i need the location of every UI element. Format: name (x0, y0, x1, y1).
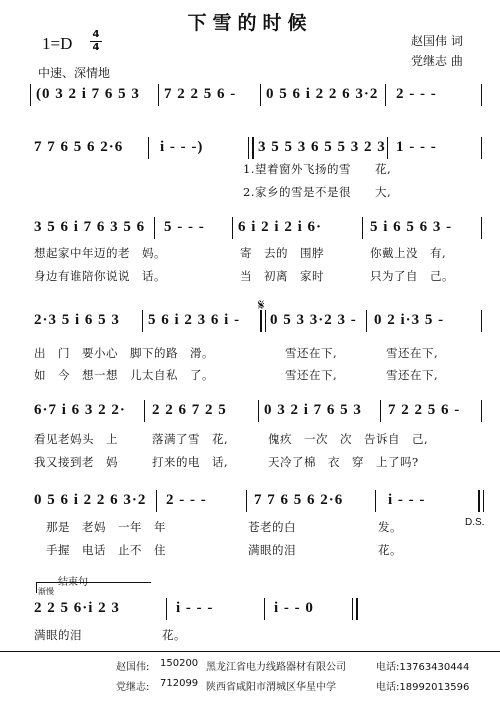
repeat-barline (478, 490, 484, 512)
measure: 0 5 3 3·2 3 - (270, 312, 357, 328)
measure: i - - - (176, 600, 214, 616)
lyric-coda: 花。 (162, 628, 186, 642)
repeat-barline (260, 310, 266, 332)
contact-name: 赵国伟: (116, 662, 150, 673)
time-signature-top: 4 (92, 29, 100, 40)
staff-3 (30, 217, 482, 243)
barline (366, 310, 367, 332)
measure: 0 5 6 i 2 2 6 3·2 (266, 86, 379, 102)
segno-sign: 𝄋 (258, 296, 265, 314)
staff-7 (30, 598, 482, 624)
measure: 0 2 i·3 5 - (374, 312, 445, 328)
measure: 3 5 6 i 7 6 3 5 6 (34, 219, 146, 235)
lyric-verse-2: 只为了自 己。 (370, 269, 454, 283)
barline (154, 217, 155, 239)
measure: 5 6 i 2 3 6 i - (148, 312, 241, 328)
lyric-verse-2: 打来的电 话, (152, 455, 229, 469)
measure: 2 - - - (396, 86, 437, 102)
measure: 2 - - - (166, 492, 207, 508)
measure: 0 5 6 i 2 2 6 3·2 (34, 492, 147, 508)
lyric-verse-2: 2.家乡的雪是不是很 大, (243, 185, 392, 199)
lyric-verse-1: 看见老妈头 上 (34, 432, 118, 446)
measure: i - - -) (160, 139, 204, 155)
time-signature (90, 30, 102, 53)
lyric-verse-2: 满眼的泪 (248, 543, 296, 557)
double-barline (248, 137, 254, 159)
measure: 6 i 2 i 2 i 6· (238, 219, 323, 235)
lyric-verse-1: 1.望着窗外飞扬的雪 花, (243, 162, 392, 176)
staff-1 (30, 84, 482, 110)
contact-phone: 电话:18992013596 (376, 682, 470, 693)
barline (260, 84, 261, 106)
contact-zip: 712099 (160, 678, 199, 689)
coda-label: 结束句 (58, 577, 88, 588)
lyric-verse-2: 我又接到老 妈 (34, 455, 118, 469)
barline (158, 84, 159, 106)
lyric-verse-1: 想起家中年迈的老 妈。 (34, 246, 166, 260)
barline (232, 217, 233, 239)
measure: 0 3 2 i 7 6 5 3 (264, 402, 362, 418)
lyric-verse-2: 花。 (378, 543, 402, 557)
barline (144, 400, 145, 422)
barline (385, 84, 386, 106)
barline (142, 310, 143, 332)
contact-org: 黑龙江省电力线路器材有限公司 (206, 662, 346, 673)
lyric-verse-2: 手握 电话 止不 住 (46, 543, 166, 557)
tempo-marking: 中速、深情地 (38, 66, 111, 80)
lyric-verse-2: 当 初离 家时 (240, 269, 324, 283)
measure: (0 3 2 i 7 6 5 3 (36, 86, 140, 102)
lyric-verse-1: 出 门 要小心 脚下的路 滑。 (34, 346, 214, 360)
contact-name: 党继志: (116, 682, 150, 693)
barline (148, 137, 149, 159)
lyric-verse-2: 天冷了棉 衣 穿 上了吗? (268, 455, 419, 469)
ritardando-label: 渐慢 (38, 587, 54, 596)
measure: 2 2 5 6·i 2 3 (34, 600, 120, 616)
page-title: 下雪的时候 (187, 12, 313, 34)
barline (387, 137, 388, 159)
key-signature: 1=D (42, 34, 73, 53)
measure: 5 i 6 5 6 3 - (370, 219, 453, 235)
barline (375, 490, 376, 512)
lyric-verse-2: 身边有谁陪你说说 话。 (34, 269, 166, 283)
lyricist-credit: 赵国伟 词 (411, 34, 463, 48)
lyric-verse-1: 雪还在下, (386, 346, 439, 360)
measure: 1 - - - (396, 139, 437, 155)
staff-4 (30, 310, 482, 336)
staff-2 (30, 137, 482, 163)
barline (481, 310, 482, 332)
measure: 7 2 2 5 6 - (388, 402, 461, 418)
measure: 7 7 6 5 6 2·6 (34, 139, 124, 155)
barline (380, 400, 381, 422)
lyric-verse-2: 雪还在下, (386, 368, 439, 382)
barline (30, 84, 31, 106)
dal-segno-marking: D.S. (465, 517, 485, 528)
lyric-verse-1: 那是 老妈 一年 年 (46, 520, 166, 534)
contact-zip: 150200 (160, 658, 199, 669)
barline (362, 217, 363, 239)
barline (264, 598, 265, 620)
measure: 7 2 2 5 6 - (164, 86, 237, 102)
footer-divider (0, 651, 500, 652)
barline (481, 217, 482, 239)
measure: 3 5 5 3 6 5 5 3 2 3 (258, 139, 386, 155)
lyric-verse-1: 寄 去的 围脖 (240, 246, 324, 260)
time-signature-bottom: 4 (92, 42, 100, 53)
barline (481, 84, 482, 106)
lyric-verse-2: 雪还在下, (285, 368, 338, 382)
lyric-coda: 满眼的泪 (34, 628, 82, 642)
lyric-verse-2: 如 今 想一想 儿太自私 了。 (34, 368, 214, 382)
staff-6 (30, 490, 482, 516)
barline (481, 137, 482, 159)
measure: 5 - - - (164, 219, 205, 235)
final-barline (352, 598, 358, 620)
measure: 2 2 6 7 2 5 (152, 402, 227, 418)
measure: i - - 0 (274, 600, 314, 616)
measure: i - - - (388, 492, 426, 508)
lyric-verse-1: 发。 (378, 520, 402, 534)
measure: 6·7 i 6 3 2 2· (34, 402, 126, 418)
barline (481, 400, 482, 422)
lyric-verse-1: 傀疚 一次 次 告诉自 己, (268, 432, 429, 446)
barline (166, 598, 167, 620)
staff-5 (30, 400, 482, 426)
measure: 7 7 6 5 6 2·6 (254, 492, 344, 508)
composer-credit: 党继志 曲 (411, 54, 463, 68)
contact-org: 陕西省咸阳市渭城区华星中学 (206, 682, 336, 693)
lyric-verse-1: 雪还在下, (285, 346, 338, 360)
barline (258, 400, 259, 422)
barline (246, 490, 247, 512)
lyric-verse-1: 苍老的白 (248, 520, 296, 534)
contact-phone: 电话:13763430444 (376, 662, 470, 673)
measure: 2·3 5 i 6 5 3 (34, 312, 120, 328)
lyric-verse-1: 落满了雪 花, (152, 432, 229, 446)
lyric-verse-1: 你戴上没 有, (370, 246, 447, 260)
barline (156, 490, 157, 512)
